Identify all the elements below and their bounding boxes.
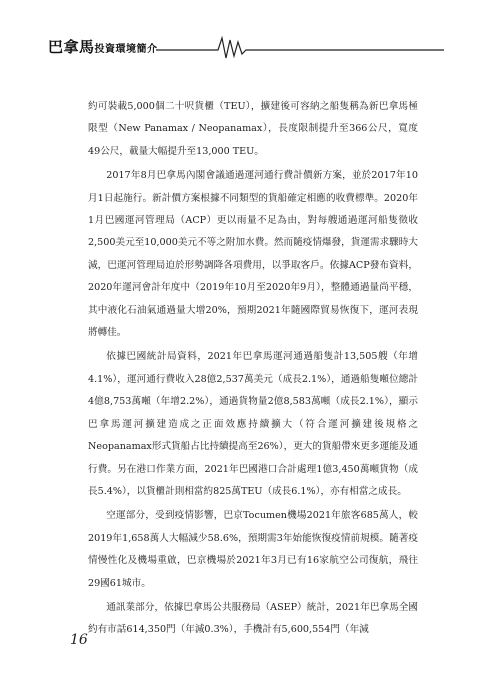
page-number: 16 <box>70 632 88 648</box>
header-title-sub: 投資環境簡介 <box>94 44 158 55</box>
page-header <box>48 34 444 62</box>
paragraph: 約可裝載5,000個二十呎貨櫃（TEU），擴建後可容納之船隻稱為新巴拿馬極限型（New Panamax / Neopanamax），長度限制提升至366公尺，寬度49公尺，載量大幅提升至13,000 TEU。 <box>88 101 418 157</box>
paragraph: 空運部分，受到疫情影響，巴京Tocumen機場2021年旅客685萬人，較2019年1,658萬人大幅減少58.6%，預期需3年始能恢復疫情前規模。隨著疫情慢性化及機場重啟，巴京機場於2021年3月已有16家航空公司復航，飛往29國61城市。 <box>88 510 418 589</box>
header-title-main: 巴拿馬 <box>48 38 95 56</box>
header-title <box>48 36 158 57</box>
paragraph: 2017年8月巴拿馬內閣會議通過運河通行費計價新方案，並於2017年10月1日起施行。新計價方案根據不同類型的貨船確定相應的收費標準。2020年1月巴國運河管理局（ACP）更以雨量不足為由，對每艘通過運河船隻徵收2,500美元至10,000美元不等之附加水費。然而隨疫情爆發，貨運需求驟時大減，巴運河管理局迫於形勢調降各項費用，以爭取客戶。依據ACP發布資料，2020年運河會計年度中（2019年10月至2020年9月），整體通過量尚平穩，其中液化石油氣通過量大增20%，預期2021年隨國際貿易恢復下，運河表現將轉佳。 <box>88 170 418 339</box>
paragraph: 依據巴國統計局資料，2021年巴拿馬運河通過船隻計13,505艘（年增4.1%），運河通行費收入28億2,537萬美元（成長2.1%），通過船隻噸位總計4億8,753萬噸（年增2.2%），通過貨物量2億8,583萬噸（成長2.1%），顯示巴拿馬運河擴建造成之正面效應持續擴大（符合運河擴建後規格之Neopanamax形式貨船占比持續提高至26%），更大的貨船帶來更多運能及通行費。另在港口作業方面，2021年巴國港口合計處理1億3,450萬噸貨物（成長5.4%），以貨櫃計則相當約825萬TEU（成長6.1%），亦有相當之成長。 <box>88 351 418 497</box>
heartbeat-line-icon <box>156 34 444 60</box>
paragraph: 通訊業部分，依據巴拿馬公共服務局（ASEP）統計，2021年巴拿馬全國約有市話614,350門（年減0.3%），手機計有5,600,554門（年減 <box>88 601 418 636</box>
article-body <box>88 96 418 644</box>
